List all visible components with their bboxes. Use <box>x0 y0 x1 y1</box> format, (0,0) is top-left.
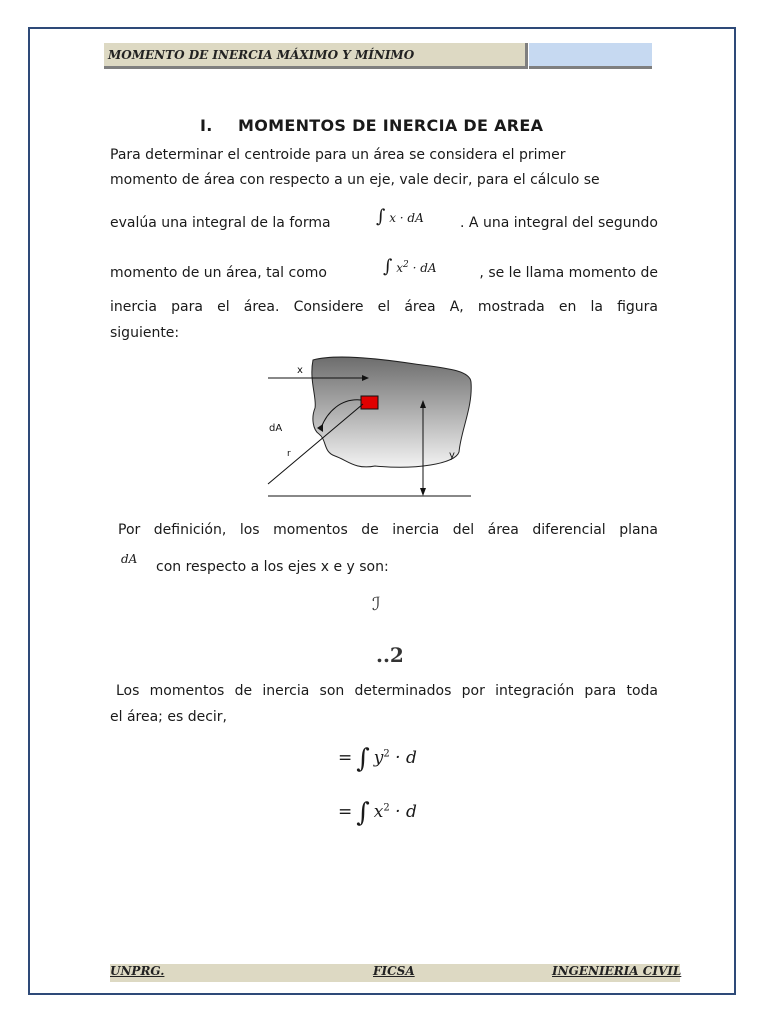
paragraph-line: momento de área con respecto a un eje, vale decir, para el cálculo se <box>110 172 600 188</box>
footer-center: FICSA <box>373 964 415 978</box>
label-x: x <box>297 365 303 376</box>
paragraph-line: evalúa una integral de la forma <box>110 215 331 231</box>
dA-symbol: dA <box>121 552 138 566</box>
formula-fragment-2: ..2 <box>376 643 404 667</box>
paragraph-line: momento de un área, tal como <box>110 265 327 281</box>
area-figure <box>265 352 475 502</box>
label-y: y <box>449 450 455 461</box>
paragraph-line: Por definición, los momentos de inercia del área diferencial plana <box>118 522 658 538</box>
differential-element <box>361 396 378 409</box>
section-heading: MOMENTOS DE INERCIA DE AREA <box>238 116 544 135</box>
footer-left: UNPRG. <box>110 964 165 978</box>
integral-x-dA: ∫ x · dA <box>376 206 424 227</box>
section-number: I. <box>200 116 213 135</box>
header-accent-box <box>529 43 652 69</box>
paragraph-line: el área; es decir, <box>110 709 227 725</box>
area-shape <box>312 357 471 467</box>
label-r: r <box>287 449 291 459</box>
footer-right: INGENIERIA CIVIL <box>552 964 682 978</box>
paragraph-line: inercia para el área. Considere el área A, mostrada en la figura <box>110 299 658 315</box>
integral-x2-dA: ∫ $x^2$ · dA <box>383 256 437 277</box>
label-dA: dA <box>269 423 283 434</box>
paragraph-line: , se le llama momento de <box>479 265 658 281</box>
equation-Ix: = ∫ $y^2 \cdot d$ <box>338 744 417 774</box>
paragraph-line: Los momentos de inercia son determinados por integración para toda <box>116 683 658 699</box>
header-title: MOMENTO DE INERCIA MÁXIMO Y MÍNIMO <box>108 48 415 62</box>
paragraph-line: Para determinar el centroide para un área se considera el primer <box>110 147 566 163</box>
section-title <box>200 116 543 135</box>
paragraph-line: con respecto a los ejes x e y son: <box>156 559 389 575</box>
equation-Iy: = ∫ $x^2 \cdot d$ <box>338 798 417 828</box>
formula-fragment-1: ℐ <box>372 594 381 615</box>
integral-body: x · dA <box>389 211 424 225</box>
paragraph-line: siguiente: <box>110 325 180 341</box>
paragraph-line: . A una integral del segundo <box>460 215 658 231</box>
